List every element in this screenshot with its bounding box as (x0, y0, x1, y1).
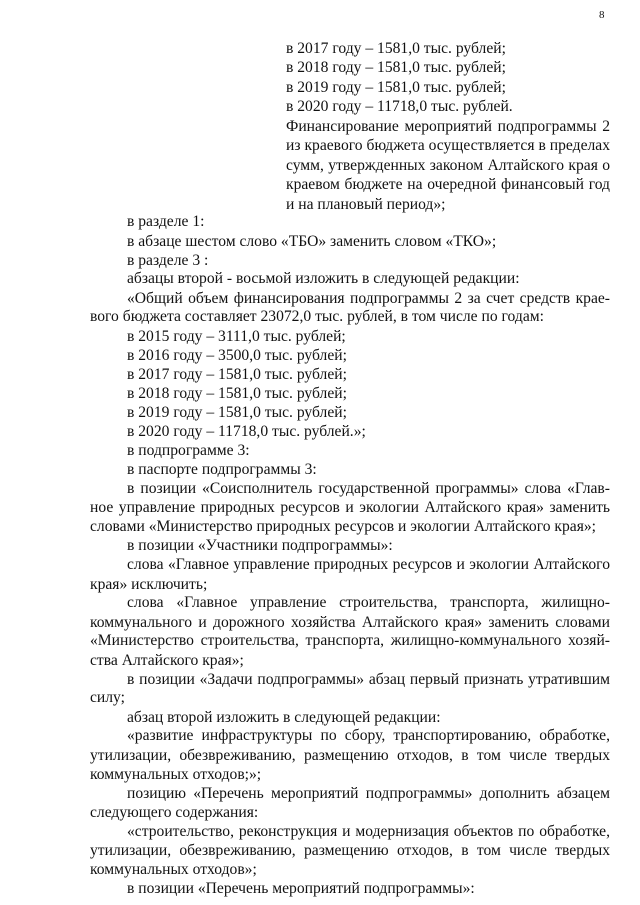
text-line: утилизации, обезвреживанию, размещению отходов, в том числе твердых (90, 842, 610, 860)
text-line: в 2019 году – 1581,0 тыс. рублей; (127, 403, 347, 421)
text-line: в абзаце шестом слово «ТБО» заменить словом «ТКО»; (127, 232, 497, 250)
text-line: в позиции «Соисполнитель государственной программы» слова «Глав- (127, 480, 610, 498)
text-line: в 2015 году – 3111,0 тыс. рублей; (127, 327, 346, 345)
text-line: коммунального и дорожного хозяйства Алтайского края» заменить словами (90, 613, 610, 631)
text-line: в 2018 году – 1581,0 тыс. рублей; (286, 59, 506, 77)
page-number: 8 (599, 9, 605, 21)
text-line: в подпрограмме 3: (127, 441, 250, 459)
text-line: слова «Главное управление строительства, транспорта, жилищно- (127, 594, 610, 612)
text-line: ства Алтайского края»; (90, 651, 244, 669)
text-line: в 2020 году – 11718,0 тыс. рублей.»; (127, 423, 366, 441)
text-line: позицию «Перечень мероприятий подпрограммы» дополнить абзацем (127, 784, 610, 802)
text-line: ное управление природных ресурсов и экологии Алтайского края» заменить (90, 498, 610, 516)
text-line: в 2019 году – 1581,0 тыс. рублей; (286, 78, 506, 96)
text-line: «Министерство строительства, транспорта, жилищно-коммунального хозяй- (90, 632, 610, 650)
text-line: слова «Главное управление природных ресурсов и экологии Алтайского (127, 556, 610, 574)
text-line: вого бюджета составляет 23072,0 тыс. рублей, в том числе по годам: (90, 308, 544, 326)
text-line: абзацы второй - восьмой изложить в следующей редакции: (127, 270, 520, 288)
text-line: в позиции «Задачи подпрограммы» абзац первый признать утратившим (127, 670, 610, 688)
text-line: краевом бюджете на очередной финансовый год (286, 176, 610, 194)
text-line: «Общий объем финансирования подпрограммы 2 за счет средств крае- (127, 289, 610, 307)
text-line: в позиции «Перечень мероприятий подпрограммы»: (127, 880, 475, 897)
text-line: в 2020 году – 11718,0 тыс. рублей. (286, 98, 513, 116)
text-line: в паспорте подпрограммы 3: (127, 460, 317, 478)
text-line: коммунальных отходов;»; (90, 766, 262, 784)
text-line: силу; (90, 689, 125, 707)
text-line: из краевого бюджета осуществляется в пределах (286, 137, 610, 155)
text-line: утилизации, обезвреживанию, размещению отходов, в том числе твердых (90, 746, 610, 764)
text-line: в 2016 году – 3500,0 тыс. рублей; (127, 347, 347, 365)
text-line: коммунальных отходов»; (90, 860, 257, 878)
text-line: в 2018 году – 1581,0 тыс. рублей; (127, 385, 347, 403)
text-line: в разделе 3 : (127, 251, 209, 269)
text-line: края» исключить; (90, 575, 208, 593)
text-line: абзац второй изложить в следующей редакции: (127, 708, 441, 726)
text-line: следующего содержания: (90, 804, 259, 822)
text-line: в 2017 году – 1581,0 тыс. рублей; (286, 40, 506, 57)
text-line: и на плановый период»; (286, 195, 446, 213)
text-line: «строительство, реконструкция и модернизация объектов по обработке, (127, 822, 610, 840)
text-line: Финансирование мероприятий подпрограммы 2 (286, 117, 610, 135)
text-line: в разделе 1: (127, 213, 205, 231)
text-line: словами «Министерство природных ресурсов и экологии Алтайского края»; (90, 518, 596, 536)
text-line: «развитие инфраструктуры по сбору, транспортированию, обработке, (127, 727, 610, 745)
text-line: в позиции «Участники подпрограммы»: (127, 536, 393, 554)
text-line: сумм, утвержденных законом Алтайского края о (286, 156, 610, 174)
text-line: в 2017 году – 1581,0 тыс. рублей; (127, 365, 347, 383)
